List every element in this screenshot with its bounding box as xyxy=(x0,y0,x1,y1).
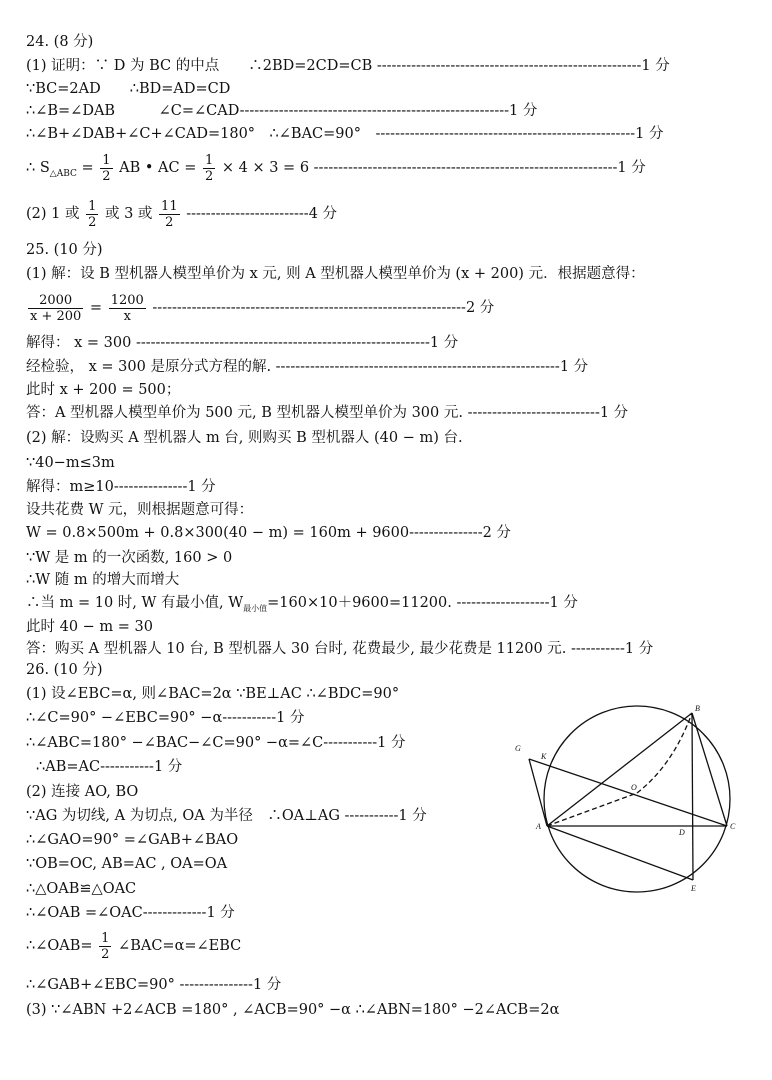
q24-line-2: ∵BC=2AD ∴BD=AD=CD xyxy=(26,81,231,97)
q26-line-10: ∴∠OAB =∠OAC-------------1 分 xyxy=(26,905,235,921)
fraction xyxy=(28,293,83,324)
q26-line-2: ∴∠C=90° −∠EBC=90° −α-----------1 分 xyxy=(26,710,305,726)
q25-line-3: 解得： x = 300 ------------------------------------------------------------1 分 xyxy=(26,335,459,351)
label-k: K xyxy=(541,752,547,761)
q24-header: 24. (8 分) xyxy=(26,34,94,50)
fraction-denominator: x xyxy=(123,308,131,324)
q25-line-10: 设共花费 W 元，则根据题意可得： xyxy=(26,502,254,518)
fraction-numerator: 1 xyxy=(88,198,97,214)
q26-line-3: ∴∠ABC=180° −∠BAC−∠C=90° −α=∠C-----------1 分 xyxy=(26,735,406,751)
segment-gc xyxy=(529,759,727,826)
q26-line-11 xyxy=(26,928,241,964)
q26-line-7: ∴∠GAO=90° =∠GAB+∠BAO xyxy=(26,832,239,848)
q25-header: 25. (10 分) xyxy=(26,242,103,258)
q26-header: 26. (10 分) xyxy=(26,662,103,678)
fraction-numerator: 2000 xyxy=(28,293,83,309)
circle-o xyxy=(544,706,730,892)
fraction xyxy=(109,293,146,324)
fraction-numerator: 1 xyxy=(101,930,110,946)
fraction xyxy=(86,199,98,230)
q26-l11-post: ∠BAC=α=∠EBC xyxy=(113,938,242,954)
segment-ob-dashed xyxy=(637,713,692,793)
q26-line-5: (2) 连接 AO, BO xyxy=(26,784,139,800)
fraction-numerator: 1 xyxy=(102,152,111,168)
q24-l5-post: × 4 × 3 = 6 --------------------------------------------------------------1 分 xyxy=(217,160,646,176)
fraction-denominator: 2 xyxy=(102,168,111,184)
q25-line-1: (1) 解：设 B 型机器人模型单价为 x 元, 则 A 型机器人模型单价为 (x + 200) 元．根据题意得： xyxy=(26,266,645,282)
q24-l5-pre: ∴ S xyxy=(26,160,50,176)
fraction-denominator: x + 200 xyxy=(30,308,82,324)
fraction-denominator: 2 xyxy=(204,168,214,184)
segment-ae xyxy=(547,826,693,880)
q26-l11-pre: ∴∠OAB= xyxy=(26,938,98,954)
q26-line-8: ∵OB=OC, AB=AC , OA=OA xyxy=(26,856,228,872)
fraction-numerator: 11 xyxy=(161,198,178,214)
geometry-figure xyxy=(505,695,760,895)
q25-line-2 xyxy=(26,290,494,326)
q25-l14-post: =160×10＋9600=11200. -------------------1 分 xyxy=(267,595,578,611)
segment-be xyxy=(692,713,693,880)
q26-line-6: ∵AG 为切线, A 为切点, OA 为半径 ∴OA⊥AG -----------1 分 xyxy=(26,808,427,824)
q24-line-5 xyxy=(26,151,646,191)
label-c: C xyxy=(730,822,736,831)
label-b: B xyxy=(695,704,700,713)
q24-l6-post: -------------------------4 分 xyxy=(181,206,338,222)
q25-line-6: 答：A 型机器人模型单价为 500 元, B 型机器人模型单价为 300 元. ---------------------------1 分 xyxy=(26,405,629,421)
fraction xyxy=(159,199,180,230)
q24-line-3: ∴∠B=∠DAB ∠C=∠CAD-------------------------------------------------------1 分 xyxy=(26,103,538,119)
fraction xyxy=(99,931,111,962)
q24-l6-mid: 或 3 或 xyxy=(100,206,158,222)
label-d: D xyxy=(679,828,685,837)
q24-line-1: (1) 证明：∵ D 为 BC 的中点 ∴2BD=2CD=CB ------------------------------------------------------1 分 xyxy=(26,58,670,74)
q25-l2-eq: = xyxy=(85,300,107,316)
q26-line-4: ∴AB=AC-----------1 分 xyxy=(36,759,183,775)
segment-bc xyxy=(692,713,727,826)
q26-line-12: ∴∠GAB+∠EBC=90° ---------------1 分 xyxy=(26,977,282,993)
q25-line-5: 此时 x + 200 = 500； xyxy=(26,382,181,398)
label-o: O xyxy=(631,783,637,792)
q25-line-7: (2) 解：设购买 A 型机器人 m 台, 则购买 B 型机器人 (40 − m) 台. xyxy=(26,430,463,446)
q25-l2-post: ----------------------------------------------------------------2 分 xyxy=(147,300,495,316)
q25-line-12: ∵W 是 m 的一次函数, 160 > 0 xyxy=(26,550,233,566)
fraction-denominator: 2 xyxy=(165,214,174,230)
q25-line-9: 解得：m≥10---------------1 分 xyxy=(26,479,216,495)
q25-line-15: 此时 40 − m = 30 xyxy=(26,619,153,635)
q26-line-13: (3) ∵∠ABN +2∠ACB =180° , ∠ACB=90° −α ∴∠ABN=180° −2∠ACB=2α xyxy=(26,1002,560,1018)
q24-l5-sub: △ABC xyxy=(49,168,77,179)
segment-ao-dashed xyxy=(547,793,637,826)
fraction xyxy=(100,153,112,184)
q25-line-14 xyxy=(26,593,578,619)
q25-line-16: 答：购买 A 型机器人 10 台, B 型机器人 30 台时, 花费最少, 最少花费是 11200 元. -----------1 分 xyxy=(26,641,654,657)
q25-line-8: ∵40−m≤3m xyxy=(26,455,115,471)
q25-l14-pre: ∴当 m = 10 时, W 有最小值, W xyxy=(26,595,244,611)
q24-line-4: ∴∠B+∠DAB+∠C+∠CAD=180° ∴∠BAC=90° -----------------------------------------------------1 分 xyxy=(26,126,664,142)
label-e: E xyxy=(691,884,696,893)
q25-line-11: W = 0.8×500m + 0.8×300(40 − m) = 160m + 9600---------------2 分 xyxy=(26,525,511,541)
q26-line-1: (1) 设∠EBC=α, 则∠BAC=2α ∵BE⊥AC ∴∠BDC=90° xyxy=(26,686,400,702)
fraction xyxy=(203,153,215,184)
q25-line-4: 经检验， x = 300 是原分式方程的解. ----------------------------------------------------------1 分 xyxy=(26,359,589,375)
fraction-denominator: 2 xyxy=(101,946,110,962)
q24-l5-eq: = xyxy=(76,160,99,176)
q25-line-13: ∴W 随 m 的增大而增大 xyxy=(26,572,180,588)
segment-ab xyxy=(547,713,692,826)
fraction-denominator: 2 xyxy=(88,214,97,230)
q24-line-6 xyxy=(26,197,337,231)
q24-l5-mid: AB • AC = xyxy=(114,160,201,176)
label-g: G xyxy=(515,744,521,753)
q24-l6-pre: (2) 1 或 xyxy=(26,206,85,222)
q26-line-9: ∴△OAB≌△OAC xyxy=(26,881,137,897)
fraction-numerator: 1 xyxy=(204,152,214,168)
label-a: A xyxy=(536,822,541,831)
fraction-numerator: 1200 xyxy=(110,292,144,308)
q25-l14-sub: 最小值 xyxy=(243,603,268,613)
